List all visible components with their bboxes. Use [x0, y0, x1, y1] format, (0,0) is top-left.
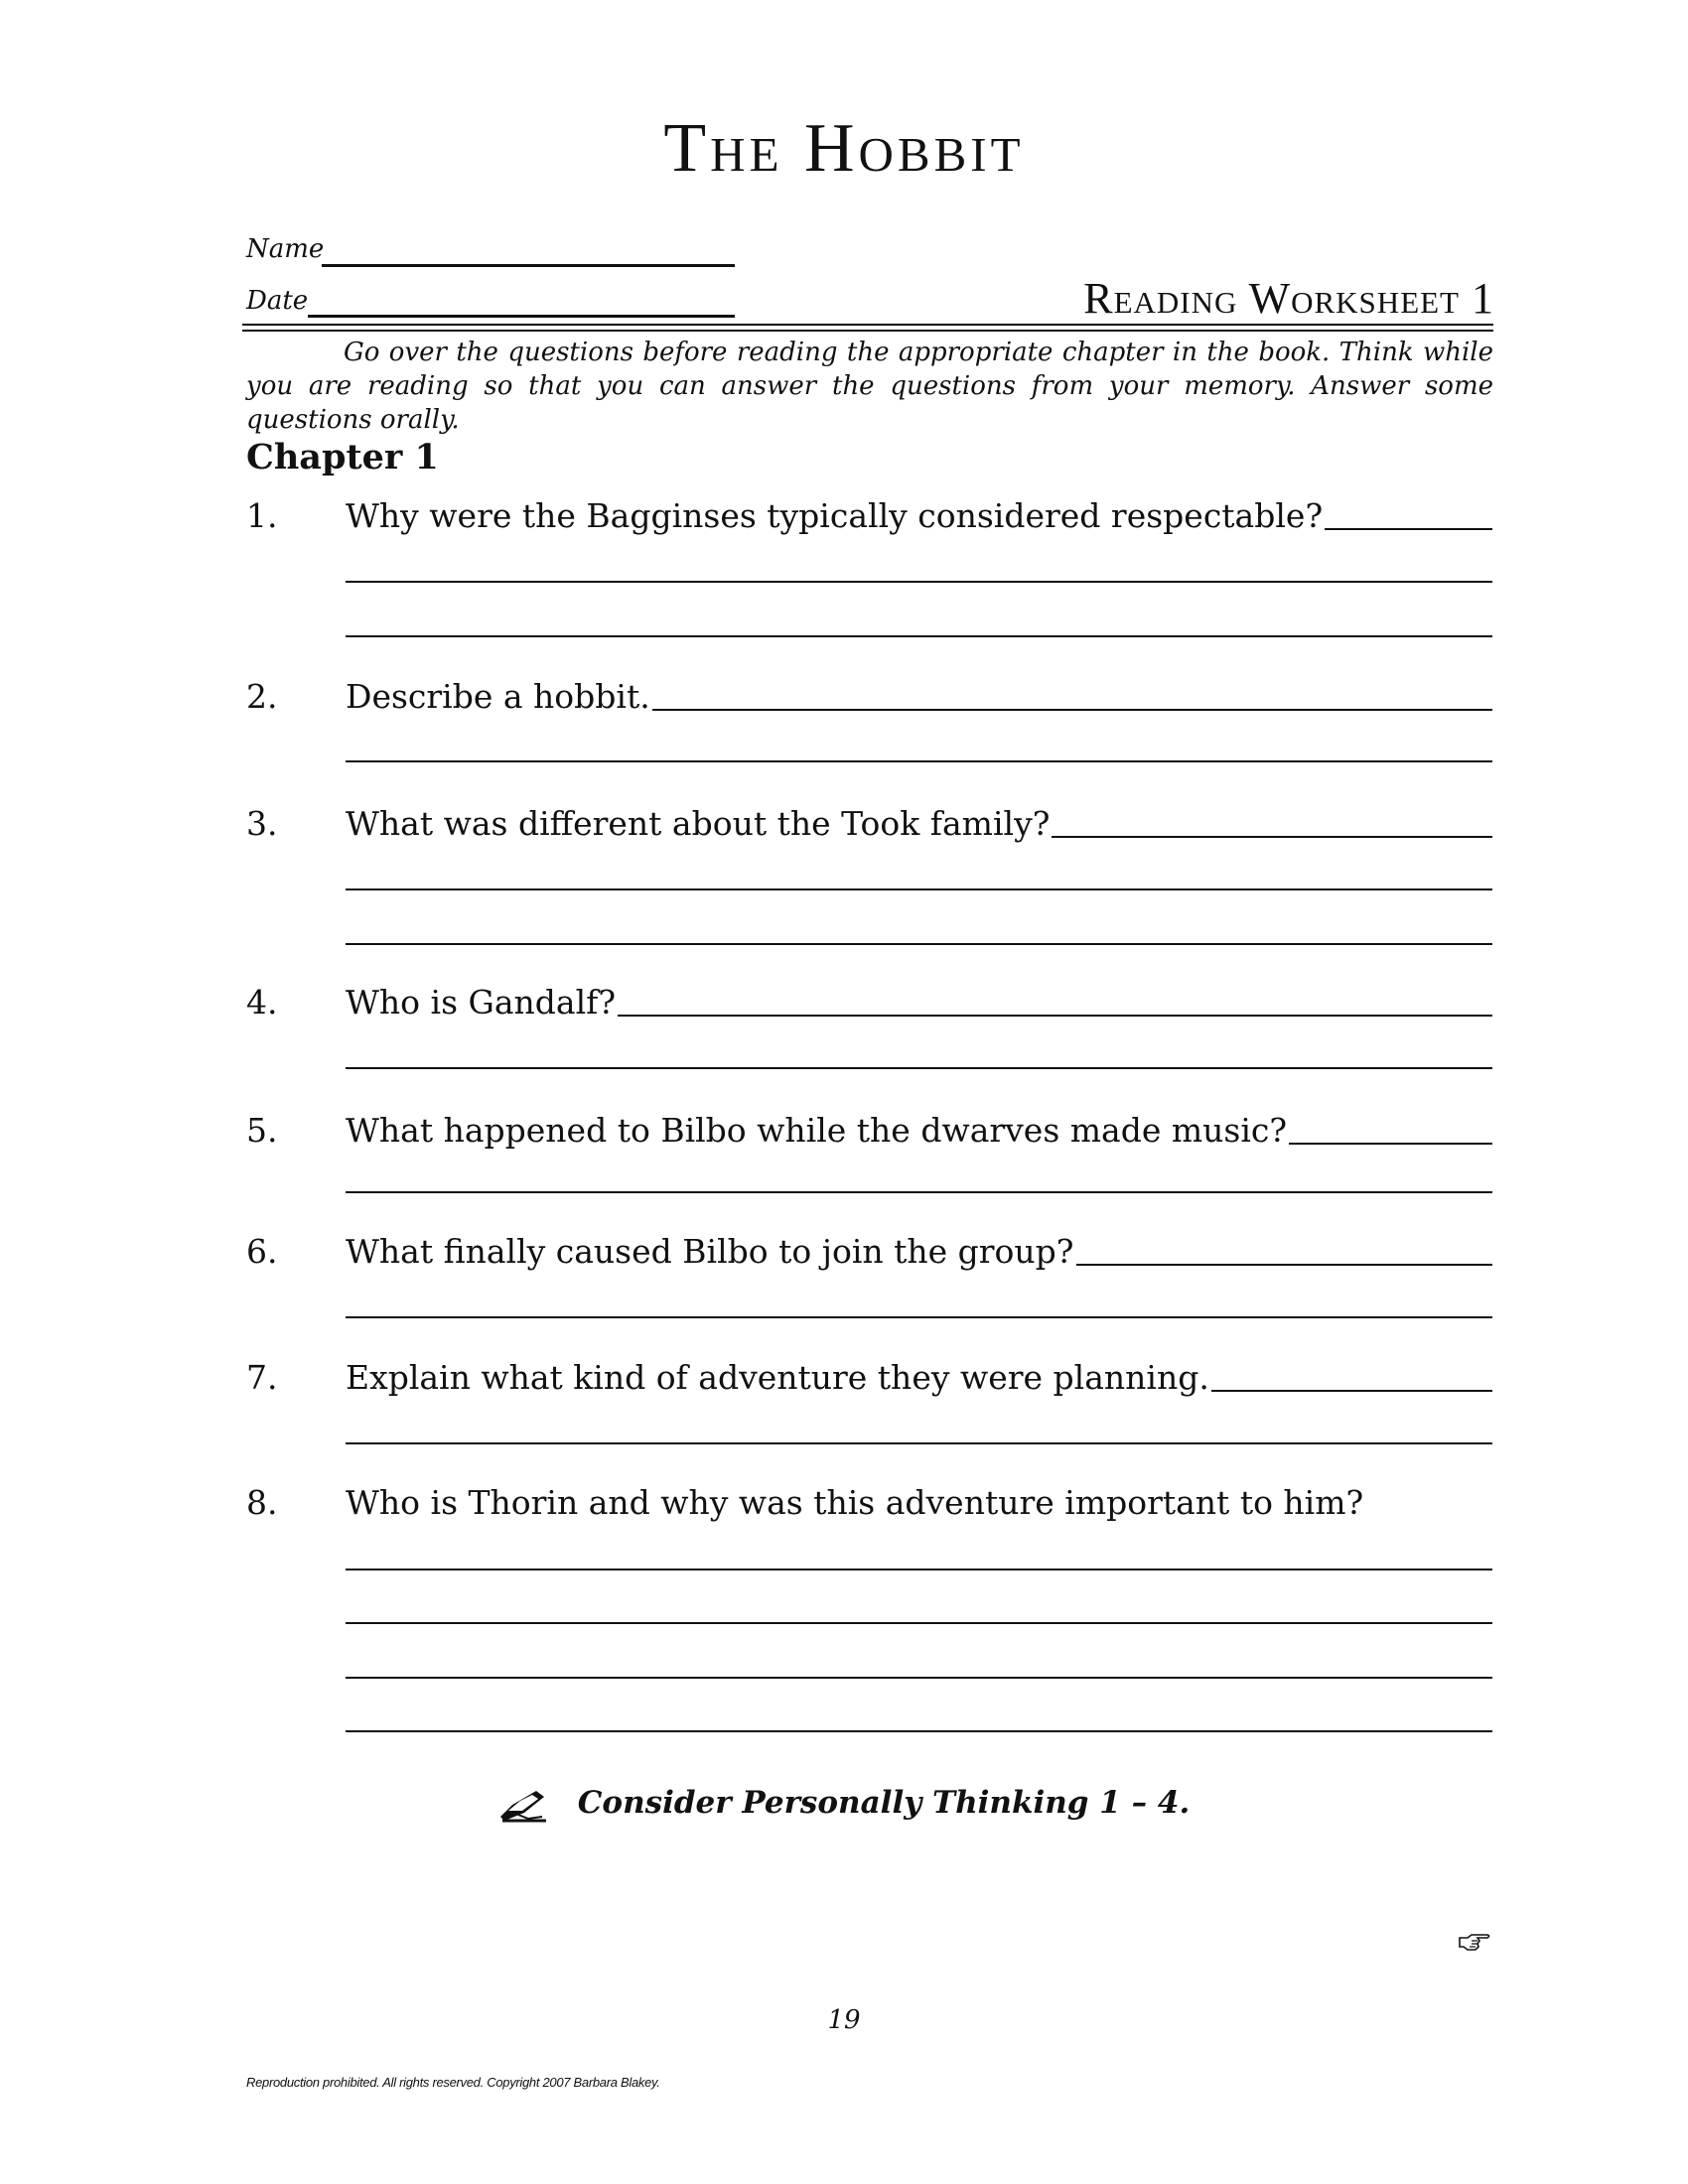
answer-line[interactable]: [346, 1569, 1492, 1570]
chapter-heading: Chapter 1: [246, 437, 439, 478]
copyright-footer: Reproduction prohibited. All rights reserved. Copyright 2007 Barbara Blakey.: [246, 2075, 660, 2090]
question-number: 3.: [246, 804, 278, 843]
page-number: 19: [827, 2005, 861, 2035]
question-number: 7.: [246, 1358, 278, 1397]
answer-line[interactable]: [346, 635, 1492, 637]
question-number: 1.: [246, 496, 278, 535]
question-number: 2.: [246, 677, 278, 716]
answer-line[interactable]: [346, 888, 1492, 890]
question-number: 5.: [246, 1111, 278, 1150]
consider-note: [0, 1785, 1688, 1823]
question-text: What finally caused Bilbo to join the group?: [346, 1232, 1074, 1271]
question-text: Who is Gandalf?: [346, 983, 617, 1022]
answer-line[interactable]: [346, 1067, 1492, 1069]
answer-line[interactable]: [346, 1191, 1492, 1193]
instructions: Go over the questions before reading the appropriate chapter in the book. Think while you are reading so that you can answer the questions from your memory. Answer some questions orally.: [246, 338, 1493, 435]
pencil-icon: [498, 1787, 548, 1823]
question-text: What was different about the Took family?: [346, 804, 1051, 843]
question-text: What happened to Bilbo while the dwarves made music?: [346, 1111, 1288, 1150]
header-rule-top: [242, 324, 1493, 326]
consider-note-text: Consider Personally Thinking 1 – 4.: [577, 1785, 1191, 1821]
question-text: Why were the Bagginses typically considered respectable?: [346, 496, 1324, 535]
date-field[interactable]: [308, 315, 735, 318]
question-text: Describe a hobbit.: [346, 677, 650, 716]
question-number: 8.: [246, 1483, 278, 1522]
answer-line[interactable]: [346, 581, 1492, 583]
question-number: 4.: [246, 983, 278, 1022]
page-title: The Hobbit: [663, 110, 1025, 187]
answer-line[interactable]: [346, 1316, 1492, 1318]
answer-line[interactable]: [346, 1730, 1492, 1732]
answer-line[interactable]: [346, 760, 1492, 762]
name-field[interactable]: [322, 264, 735, 267]
name-label: Name: [246, 234, 325, 264]
answer-line[interactable]: [346, 1677, 1492, 1679]
date-label: Date: [246, 286, 309, 316]
worksheet-label: Reading Worksheet 1: [1083, 274, 1494, 323]
question-number: 6.: [246, 1232, 278, 1271]
answer-line[interactable]: [346, 1622, 1492, 1624]
header-rule-bottom: [242, 330, 1493, 332]
answer-line[interactable]: [346, 943, 1492, 945]
answer-line[interactable]: [346, 1442, 1492, 1444]
pointing-hand-icon: [1458, 1932, 1491, 1954]
question-text: Explain what kind of adventure they were planning.: [346, 1358, 1209, 1397]
question-text: Who is Thorin and why was this adventure important to him?: [346, 1483, 1364, 1522]
